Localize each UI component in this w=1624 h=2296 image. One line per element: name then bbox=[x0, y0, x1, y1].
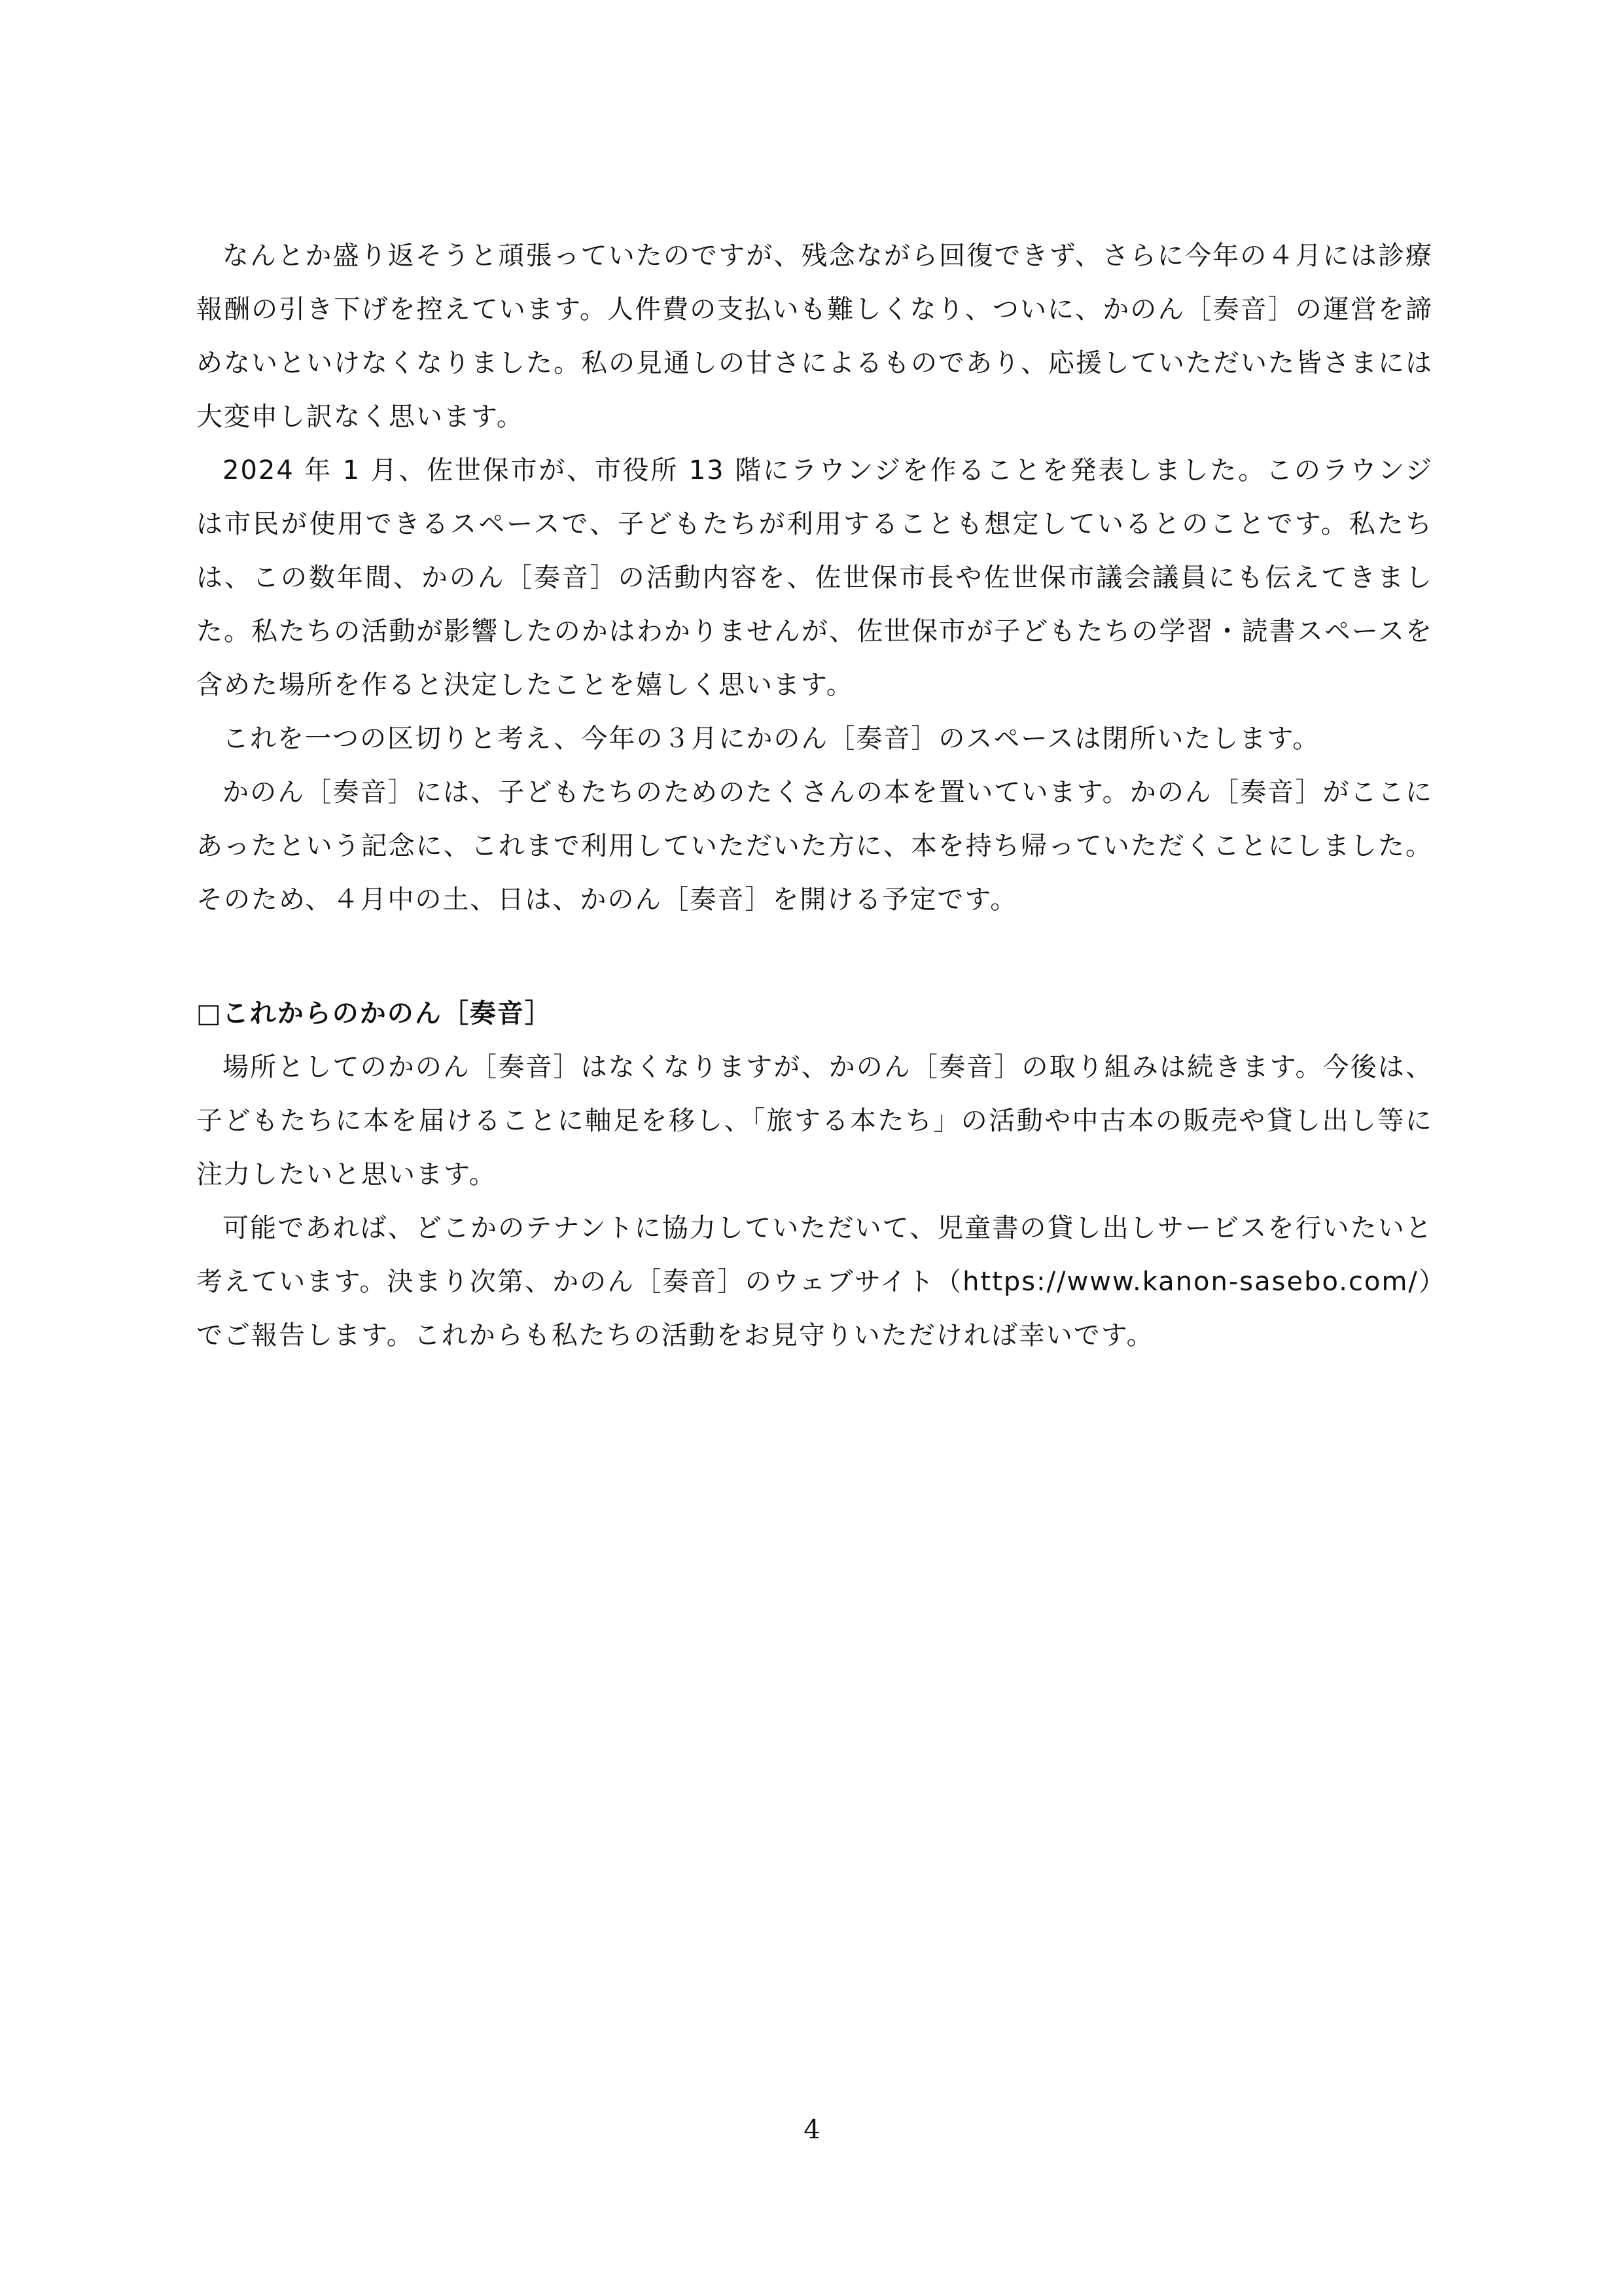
paragraph-city-lounge: 2024 年 1 月、佐世保市が、市役所 13 階にラウンジを作ることを発表しました。このラウンジは市民が使用できるスペースで、子どもたちが利用することも想定しているとのことです。私たちは、この数年間、かのん［奏音］の活動内容を、佐世保市長や佐世保市議会議員にも伝えてきました。私たちの活動が影響したのかはわかりませんが、佐世保市が子どもたちの学習・読書スペースを含めた場所を作ると決定したことを嬉しく思います。 bbox=[196, 455, 1433, 700]
paragraph-closing-date: これを一つの区切りと考え、今年の３月にかのん［奏音］のスペースは閉所いたします。 bbox=[222, 724, 1320, 754]
page-number: 4 bbox=[803, 2115, 821, 2145]
paragraph-future-activities: 場所としてのかのん［奏音］はなくなりますが、かのん［奏音］の取り組みは続きます。今後は、子どもたちに本を届けることに軸足を移し、「旅する本たち」の活動や中古本の販売や貸し出し等に注力したいと思います。 bbox=[196, 1052, 1433, 1190]
paragraph-closing-reason: なんとか盛り返そうと頑張っていたのですが、残念ながら回復できず、さらに今年の４月には診療報酬の引き下げを控えています。人件費の支払いも難しくなり、ついに、かのん［奏音］の運営を諦めないといけなくなりました。私の見通しの甘さによるものであり、応援していただいた皆さまには大変申し訳なく思います。 bbox=[196, 241, 1433, 432]
body-text bbox=[196, 229, 1433, 1362]
paragraph-book-giveaway: かのん［奏音］には、子どもたちのためのたくさんの本を置いています。かのん［奏音］がここにあったという記念に、これまで利用していただいた方に、本を持ち帰っていただくことにしました。そのため、４月中の土、日は、かのん［奏音］を開ける予定です。 bbox=[196, 777, 1433, 915]
paragraph-lending-service: 可能であれば、どこかのテナントに協力していただいて、児童書の貸し出しサービスを行いたいと考えています。決まり次第、かのん［奏音］のウェブサイト（https://www.kanon-sasebo.com/）でご報告します。これからも私たちの活動をお見守りいただければ幸いです。 bbox=[196, 1213, 1433, 1351]
section-heading: □これからのかのん［奏音］ bbox=[196, 998, 552, 1029]
